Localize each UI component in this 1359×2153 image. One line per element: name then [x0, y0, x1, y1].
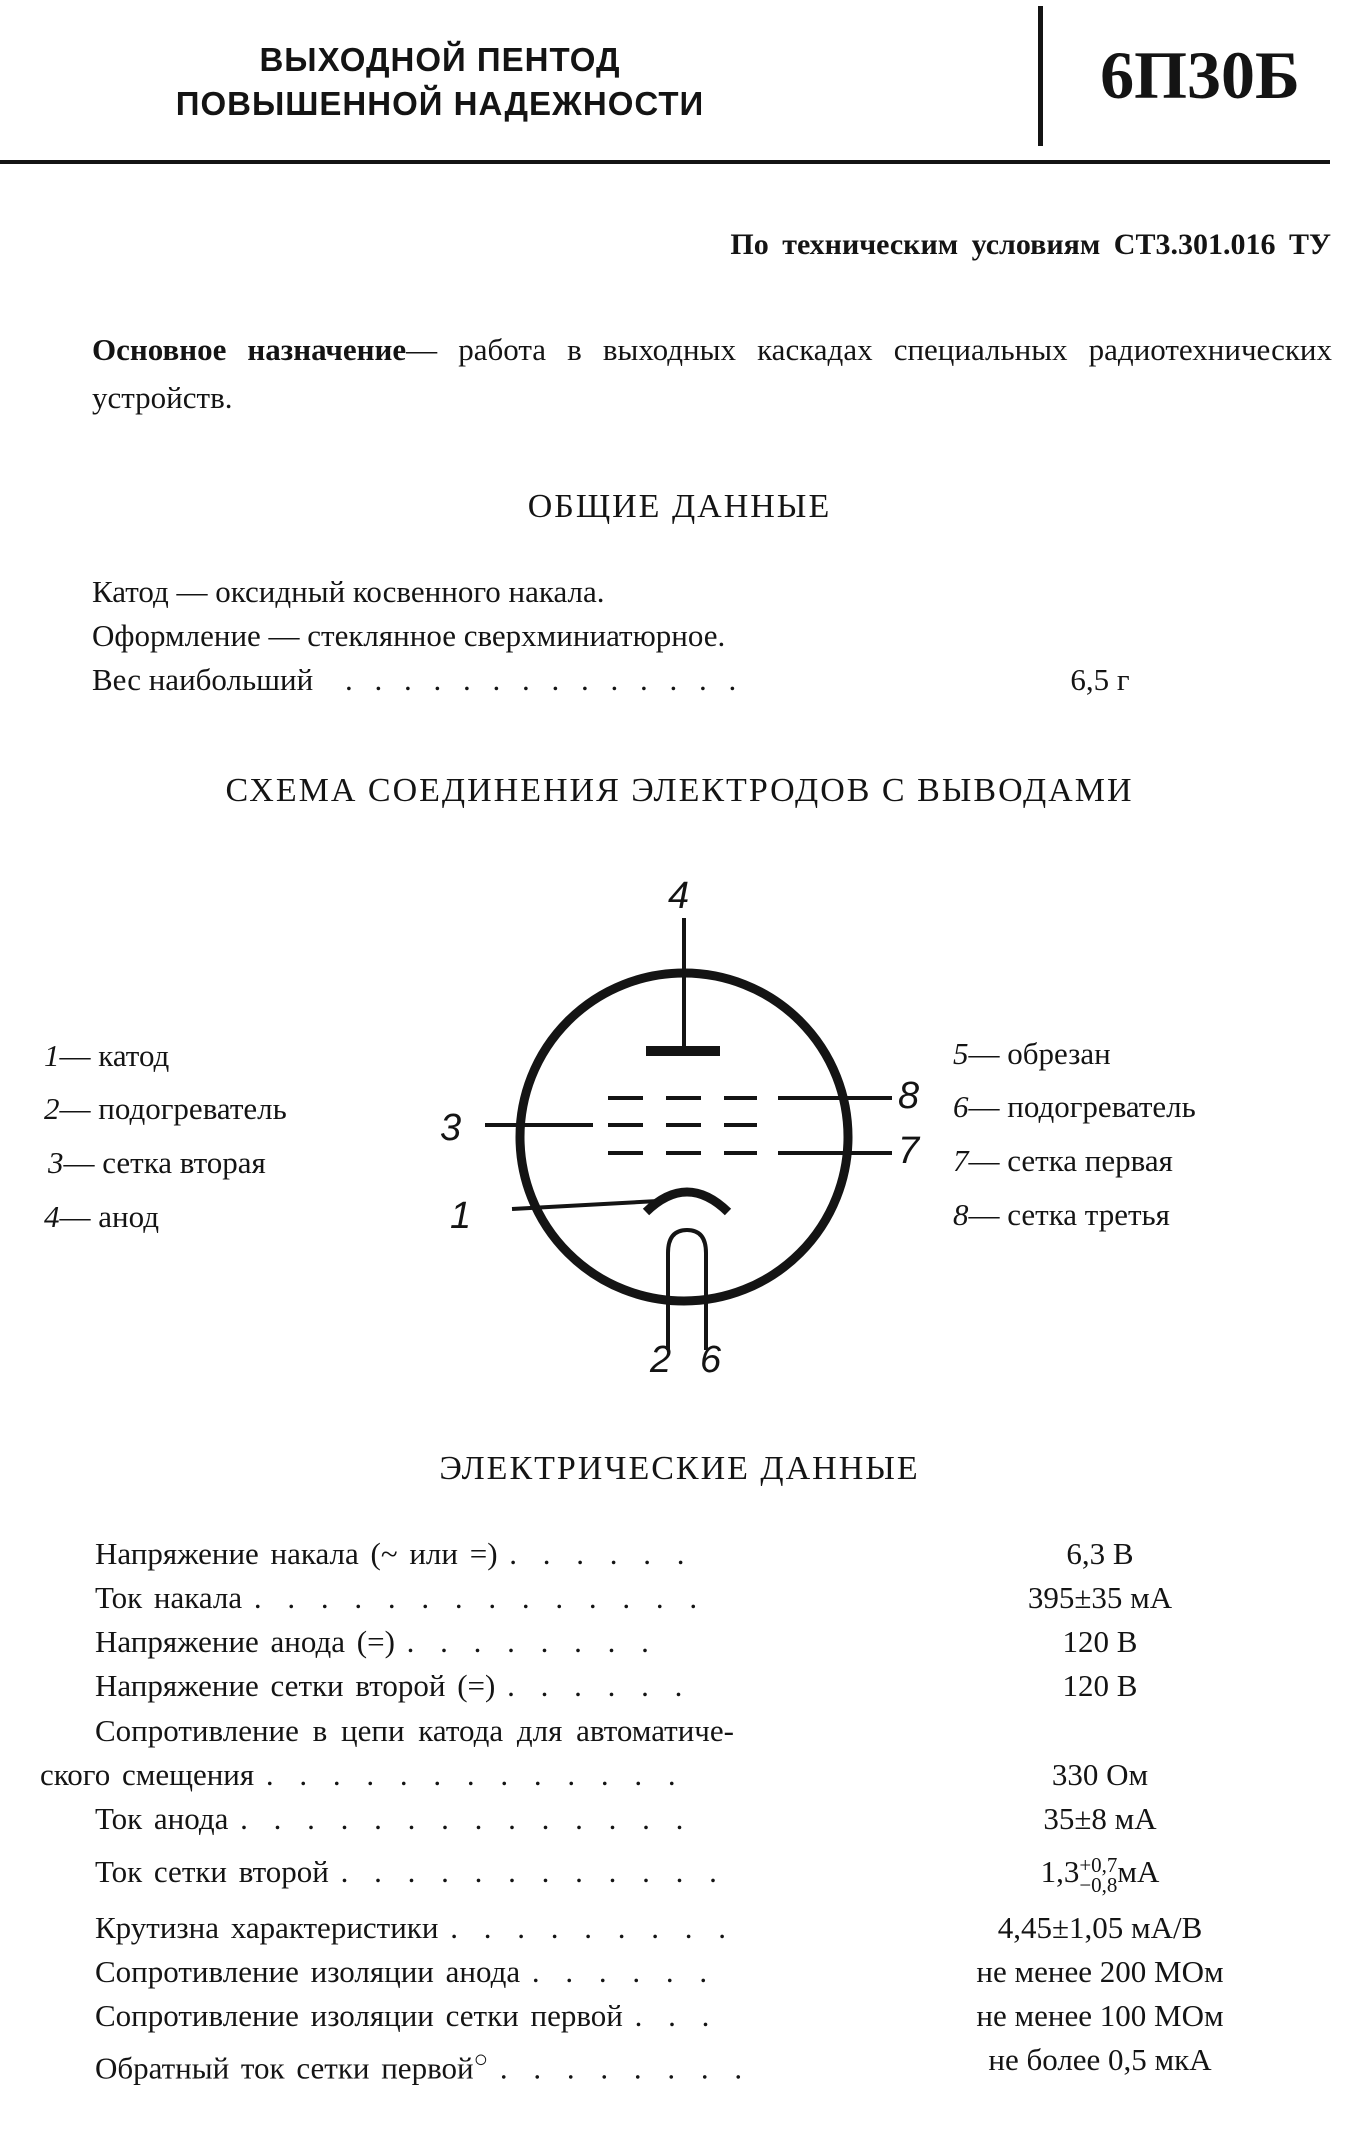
general-heading: ОБЩИЕ ДАННЫЕ [527, 488, 832, 525]
tube-schematic [400, 860, 960, 1400]
header-title-line1: ВЫХОДНОЙ ПЕНТОД [259, 41, 621, 78]
header-title-line2: ПОВЫШЕННОЙ НАДЕЖНОСТИ [175, 85, 705, 122]
weight-value: 6,5 г [1070, 662, 1130, 697]
el-row-anode-insulation: Сопротивление изоляции анода . . . . . . не менее 200 МОм [95, 1954, 1224, 1989]
weight-line [92, 658, 743, 702]
pin-label-3: 3 [440, 1107, 462, 1149]
el-row-anode-voltage: Напряжение анода (=) . . . . . . . . 120 В [95, 1624, 1138, 1659]
el-row-grid1-reverse-current: Обратный ток сетки первой○ . . . . . . . . не более 0,5 мкА [95, 2042, 1212, 2086]
el-row-filament-voltage: Напряжение накала (~ или =) . . . . . . 6,3 В [95, 1536, 1134, 1571]
header-vertical-rule [1038, 6, 1043, 146]
legend-right-7: 7— сетка первая [953, 1143, 1173, 1178]
cathode-line: Катод — оксидный косвенного накала. [92, 574, 605, 609]
pin-label-2: 2 [650, 1339, 672, 1381]
el-row-cathode-resistance-1: Сопротивление в цепи катода для автоматиче- [95, 1713, 734, 1748]
design-line: Оформление — стеклянное сверхминиатюрное. [92, 618, 726, 653]
pin-label-8: 8 [898, 1075, 920, 1117]
purpose-paragraph [92, 326, 1332, 422]
el-row-cathode-resistance-2: ского смещения . . . . . . . . . . . . . 330 Ом [40, 1757, 1149, 1792]
purpose-lead: Основное назначение [92, 332, 407, 367]
cathode-arc [646, 1192, 728, 1212]
legend-left-3: 3— сетка вторая [48, 1145, 266, 1180]
el-row-grid2-current: Ток сетки второй . . . . . . . . . . . . 1,3 +0,7 −0,8 мА [95, 1852, 1160, 1897]
pin-label-6: 6 [700, 1339, 722, 1381]
heater-loop [668, 1230, 706, 1350]
el-row-filament-current: Ток накала . . . . . . . . . . . . . . 395±35 мА [95, 1580, 1173, 1615]
el-row-grid1-insulation: Сопротивление изоляции сетки первой . . . не менее 100 МОм [95, 1998, 1224, 2033]
pin-label-1: 1 [450, 1195, 472, 1237]
weight-label: Вес наибольший [92, 662, 314, 697]
header-horizontal-rule [0, 160, 1330, 164]
electrical-heading: ЭЛЕКТРИЧЕСКИЕ ДАННЫЕ [439, 1450, 920, 1487]
el-row-grid2-voltage: Напряжение сетки второй (=) . . . . . . 120 В [95, 1668, 1138, 1703]
pin-label-7: 7 [898, 1130, 920, 1172]
weight-dots: . . . . . . . . . . . . . . [344, 662, 744, 697]
spec-reference: По техническим условиям СТ3.301.016 ТУ [730, 228, 1331, 261]
legend-right-5: 5— обрезан [953, 1036, 1111, 1071]
legend-left-1: 1— катод [44, 1038, 170, 1073]
el-row-anode-current: Ток анода . . . . . . . . . . . . . . 35±8 мА [95, 1801, 1157, 1836]
purpose-text: — работа в выходных каскадах специальных радиотехнических устройств. [92, 332, 1332, 415]
diagram-heading: СХЕМА СОЕДИНЕНИЯ ЭЛЕКТРОДОВ С ВЫВОДАМИ [225, 772, 1134, 809]
tube-code: 6П30Б [1100, 37, 1300, 113]
legend-left-4: 4— анод [44, 1199, 159, 1234]
legend-right-6: 6— подогреватель [953, 1089, 1196, 1124]
legend-left-2: 2— подогреватель [44, 1091, 287, 1126]
pin-label-4: 4 [668, 875, 690, 917]
el-row-transconductance: Крутизна характеристики . . . . . . . . . 4,45±1,05 мА/В [95, 1910, 1203, 1945]
page-header-title [150, 38, 730, 126]
legend-right-8: 8— сетка третья [953, 1197, 1170, 1232]
